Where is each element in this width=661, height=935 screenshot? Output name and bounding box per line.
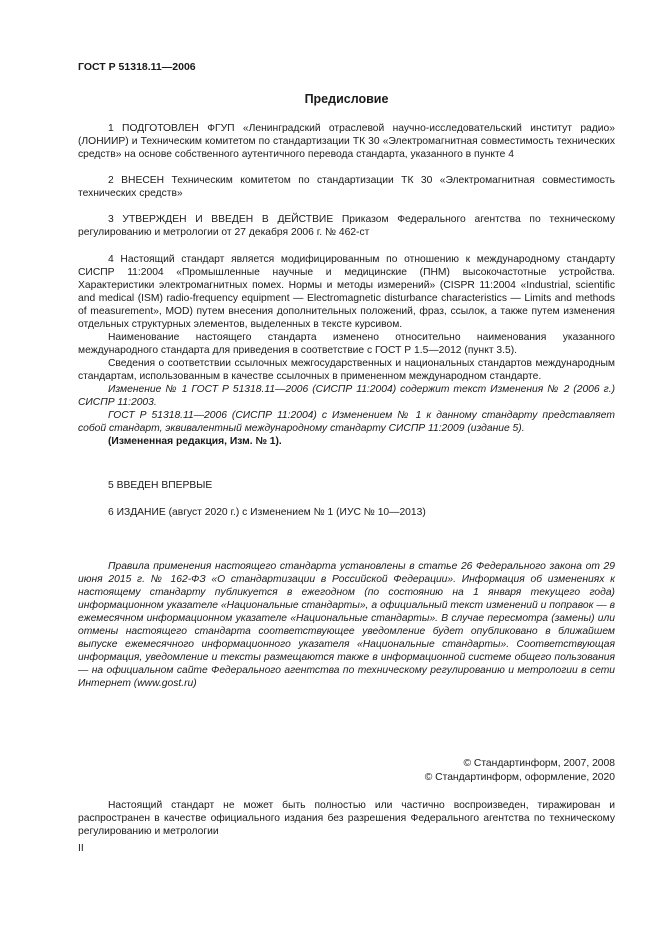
page-number: II (78, 843, 84, 854)
item-1-text: 1 ПОДГОТОВЛЕН ФГУП «Ленинградский отраслевой научно-исследовательский институт радио» (ЛОНИИР) и Техническим комитетом по стандартизации ТК 30 «Электромагнитная совместимость технических средств» на основе собственного аутентичного перевода стандарта, указанного в пункте 4 (78, 123, 615, 160)
item-5-text: 5 ВВЕДЕН ВПЕРВЫЕ (108, 480, 213, 491)
item-6 (78, 506, 615, 519)
copyright-line-1: © Стандартинформ, 2007, 2008 (463, 758, 615, 769)
item-3 (78, 213, 615, 239)
item-1 (78, 122, 615, 161)
item-2 (78, 174, 615, 200)
reproduction-notice-text: Настоящий стандарт не может быть полностью или частично воспроизведен, тиражирован и распространен в качестве официального издания без разрешения Федерального агентства по техническому регулированию и метрологии (78, 800, 615, 837)
document-code: ГОСТ Р 51318.11—2006 (78, 61, 196, 73)
item-4-revised-edition: (Измененная редакция, Изм. № 1). (108, 436, 282, 447)
reproduction-notice (78, 799, 615, 838)
item-2-text: 2 ВНЕСЕН Техническим комитетом по стандартизации ТК 30 «Электромагнитная совместимость технических средств» (78, 175, 615, 199)
rules-notice-text: Правила применения настоящего стандарта установлены в статье 26 Федерального закона от 29 июня 2015 г. № 162-ФЗ «О стандартизации в Российской Федерации». Информация об изменениях к настоящему стандарту публикуется в ежегодном (по состоянию на 1 января текущего года) информационном указателе «Национальные стандарты», а официальный текст изменений и поправок — в ежемесячном информационном указателе «Национальные стандарты». В случае пересмотра (замены) или отмены настоящего стандарта соответствующее уведомление будет опубликовано в ближайшем выпуске ежемесячного информационного указателя «Национальные стандарты». Соответствующая информация, уведомление и тексты размещаются также в информационной системе общего пользования — на официальном сайте Федерального агентства по техническому регулированию и метрологии в сети Интернет (www.gost.ru) (78, 561, 615, 689)
item-4-equivalence: ГОСТ Р 51318.11—2006 (СИСПР 11:2004) с Изменением № 1 к данному стандарту представляет собой стандарт, эквивалентный международному стандарту СИСПР 11:2009 (издание 5). (78, 410, 615, 434)
item-5 (78, 479, 615, 492)
preface-title: Предисловие (304, 92, 389, 106)
item-3-text: 3 УТВЕРЖДЕН И ВВЕДЕН В ДЕЙСТВИЕ Приказом Федерального агентства по техническому регулированию и метрологии от 27 декабря 2006 г. № 462-ст (78, 214, 615, 238)
item-6-text: 6 ИЗДАНИЕ (август 2020 г.) с Изменением № 1 (ИУС № 10—2013) (108, 507, 426, 518)
rules-notice (78, 560, 615, 690)
item-4 (78, 253, 615, 448)
item-4-text: 4 Настоящий стандарт является модифицированным по отношению к международному стандарту СИСПР 11:2004 «Промышленные научные и медицинские (ПНМ) высокочастотные устройства. Характеристики электромагнитных помех. Нормы и методы измерений» (CISPR 11:2004 «Industrial, scientific and medical (ISM) radio-frequency equipment — Electromagnetic disturbance characteristics — Limits and methods of measurement», MOD) путем внесения дополнительных положений, фраз, ссылок, а также путем изменения отдельных структурных элементов, выделенных в тексте курсивом. (78, 254, 615, 330)
item-4-change: Изменение № 1 ГОСТ Р 51318.11—2006 (СИСПР 11:2004) содержит текст Изменения № 2 (2006 г.) СИСПР 11:2003. (78, 384, 615, 408)
item-4-naming: Наименование настоящего стандарта изменено относительно наименования указанного международного стандарта для приведения в соответствие с ГОСТ Р 1.5—2012 (пункт 3.5). (78, 332, 615, 356)
copyright-line-2: © Стандартинформ, оформление, 2020 (424, 772, 615, 783)
item-4-references: Сведения о соответствии ссылочных межгосударственных и национальных стандартов международным стандартам, использованным в качестве ссылочных в примененном международном стандарте. (78, 358, 615, 382)
